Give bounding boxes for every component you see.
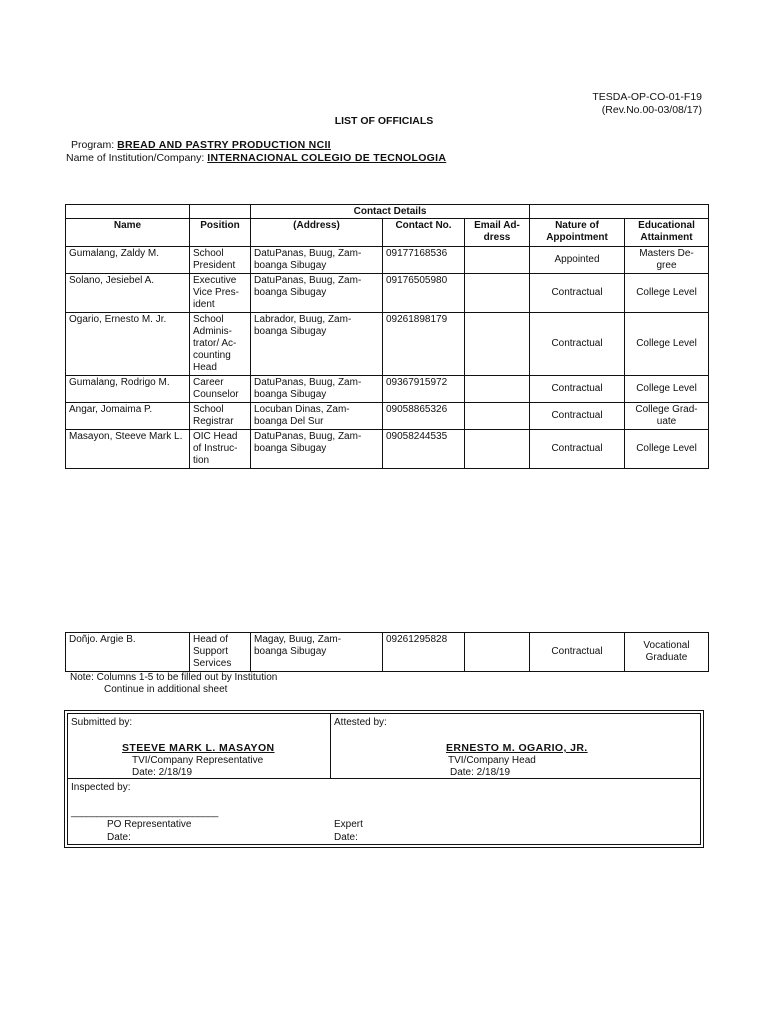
program-label: Program: — [71, 139, 115, 151]
submitted-attested-section — [67, 713, 701, 779]
cell-contact: 09176505980 — [383, 274, 465, 313]
cell-nature: Contractual — [530, 376, 625, 403]
signature-line: _____________________________ — [71, 807, 218, 818]
table-note — [70, 672, 277, 696]
cell-email — [465, 430, 530, 469]
cell-address: DatuPanas, Buug, Zam- boanga Sibugay — [251, 376, 383, 403]
submitted-label: Submitted by: — [71, 717, 133, 728]
cell-email — [465, 247, 530, 274]
table-row — [66, 274, 709, 313]
signature-box — [64, 710, 704, 848]
cell-contact: 09058865326 — [383, 403, 465, 430]
cell-nature: Contractual — [530, 274, 625, 313]
submitted-name: STEEVE MARK L. MASAYON — [122, 742, 275, 754]
cell-contact: 09177168536 — [383, 247, 465, 274]
cell-contact: 09058244535 — [383, 430, 465, 469]
cell-contact: 09261295828 — [383, 633, 465, 672]
cell-nature: Contractual — [530, 430, 625, 469]
cell-email — [465, 403, 530, 430]
document-title: LIST OF OFFICIALS — [334, 115, 434, 127]
po-date: Date: — [107, 832, 131, 843]
expert-date: Date: — [334, 832, 358, 843]
po-role: PO Representative — [107, 819, 192, 830]
cell-email — [465, 633, 530, 672]
attested-date: Date: 2/18/19 — [450, 767, 511, 778]
continuation-table — [65, 632, 709, 672]
attested-label: Attested by: — [334, 717, 387, 728]
note-line-2: Continue in additional sheet — [104, 684, 228, 695]
cell-name: Gumalang, Rodrigo M. — [66, 376, 190, 403]
col-header-name: Name — [66, 219, 190, 247]
note-line-1: Note: Columns 1-5 to be filled out by Institution — [70, 672, 278, 683]
cell-position: School Registrar — [190, 403, 251, 430]
cell-name: Angar, Jomaima P. — [66, 403, 190, 430]
cell-position: School President — [190, 247, 251, 274]
cell-name: Gumalang, Zaldy M. — [66, 247, 190, 274]
cell-email — [465, 376, 530, 403]
form-code-block — [592, 91, 702, 117]
cell-name: Masayon, Steeve Mark L. — [66, 430, 190, 469]
cell-education: College Level — [625, 274, 709, 313]
cell-contact: 09261898179 — [383, 313, 465, 376]
cell-education: College Level — [625, 376, 709, 403]
cell-address: DatuPanas, Buug, Zam- boanga Sibugay — [251, 274, 383, 313]
cell-education: Vocational Graduate — [625, 633, 709, 672]
cell-education: Masters De- gree — [625, 247, 709, 274]
cell-position: School Adminis- trator/ Ac- counting Head — [190, 313, 251, 376]
submitted-date: Date: 2/18/19 — [132, 767, 193, 778]
table-group-header-row — [66, 205, 709, 219]
cell-position: Executive Vice Pres- ident — [190, 274, 251, 313]
submitted-role: TVI/Company Representative — [132, 755, 264, 766]
table-row — [66, 376, 709, 403]
table-row — [66, 430, 709, 469]
cell-address: DatuPanas, Buug, Zam- boanga Sibugay — [251, 430, 383, 469]
attested-name: ERNESTO M. OGARIO, JR. — [446, 742, 588, 754]
inspected-section — [67, 779, 701, 845]
cell-address: DatuPanas, Buug, Zam- boanga Sibugay — [251, 247, 383, 274]
cell-nature: Contractual — [530, 633, 625, 672]
col-header-address: (Address) — [251, 219, 383, 247]
program-line — [71, 139, 331, 151]
cell-nature: Contractual — [530, 313, 625, 376]
cell-address: Labrador, Buug, Zam- boanga Sibugay — [251, 313, 383, 376]
form-code: TESDA-OP-CO-01-F19 — [592, 91, 702, 103]
institution-label: Name of Institution/Company: — [66, 152, 205, 164]
table-row — [66, 313, 709, 376]
cell-position: Career Counselor — [190, 376, 251, 403]
cell-nature: Appointed — [530, 247, 625, 274]
table-row — [66, 403, 709, 430]
cell-address: Magay, Buug, Zam- boanga Sibugay — [251, 633, 383, 672]
cell-name: Solano, Jesiebel A. — [66, 274, 190, 313]
institution-value: INTERNACIONAL COLEGIO DE TECNOLOGIA — [207, 152, 447, 164]
cell-contact: 09367915972 — [383, 376, 465, 403]
cell-position: Head of Support Services — [190, 633, 251, 672]
officials-table — [65, 204, 709, 469]
col-header-position: Position — [190, 219, 251, 247]
col-header-contact: Contact No. — [383, 219, 465, 247]
institution-line — [66, 152, 446, 164]
cell-position: OIC Head of Instruc- tion — [190, 430, 251, 469]
contact-details-header: Contact Details — [251, 205, 530, 219]
attested-role: TVI/Company Head — [448, 755, 536, 766]
cell-email — [465, 313, 530, 376]
table-header-row — [66, 219, 709, 247]
cell-email — [465, 274, 530, 313]
col-header-education: Educational Attainment — [625, 219, 709, 247]
table-row — [66, 633, 709, 672]
cell-address: Locuban Dinas, Zam- boanga Del Sur — [251, 403, 383, 430]
col-header-email: Email Ad- dress — [465, 219, 530, 247]
table-row — [66, 247, 709, 274]
signature-divider — [330, 714, 331, 778]
expert-role: Expert — [334, 819, 363, 830]
col-header-nature: Nature of Appointment — [530, 219, 625, 247]
cell-education: College Level — [625, 430, 709, 469]
cell-name: Doñjo. Argie B. — [66, 633, 190, 672]
cell-education: College Level — [625, 313, 709, 376]
inspected-label: Inspected by: — [71, 782, 131, 793]
cell-nature: Contractual — [530, 403, 625, 430]
program-value: BREAD AND PASTRY PRODUCTION NCII — [117, 139, 331, 151]
cell-education: College Grad- uate — [625, 403, 709, 430]
cell-name: Ogario, Ernesto M. Jr. — [66, 313, 190, 376]
form-revision: (Rev.No.00-03/08/17) — [601, 104, 702, 116]
